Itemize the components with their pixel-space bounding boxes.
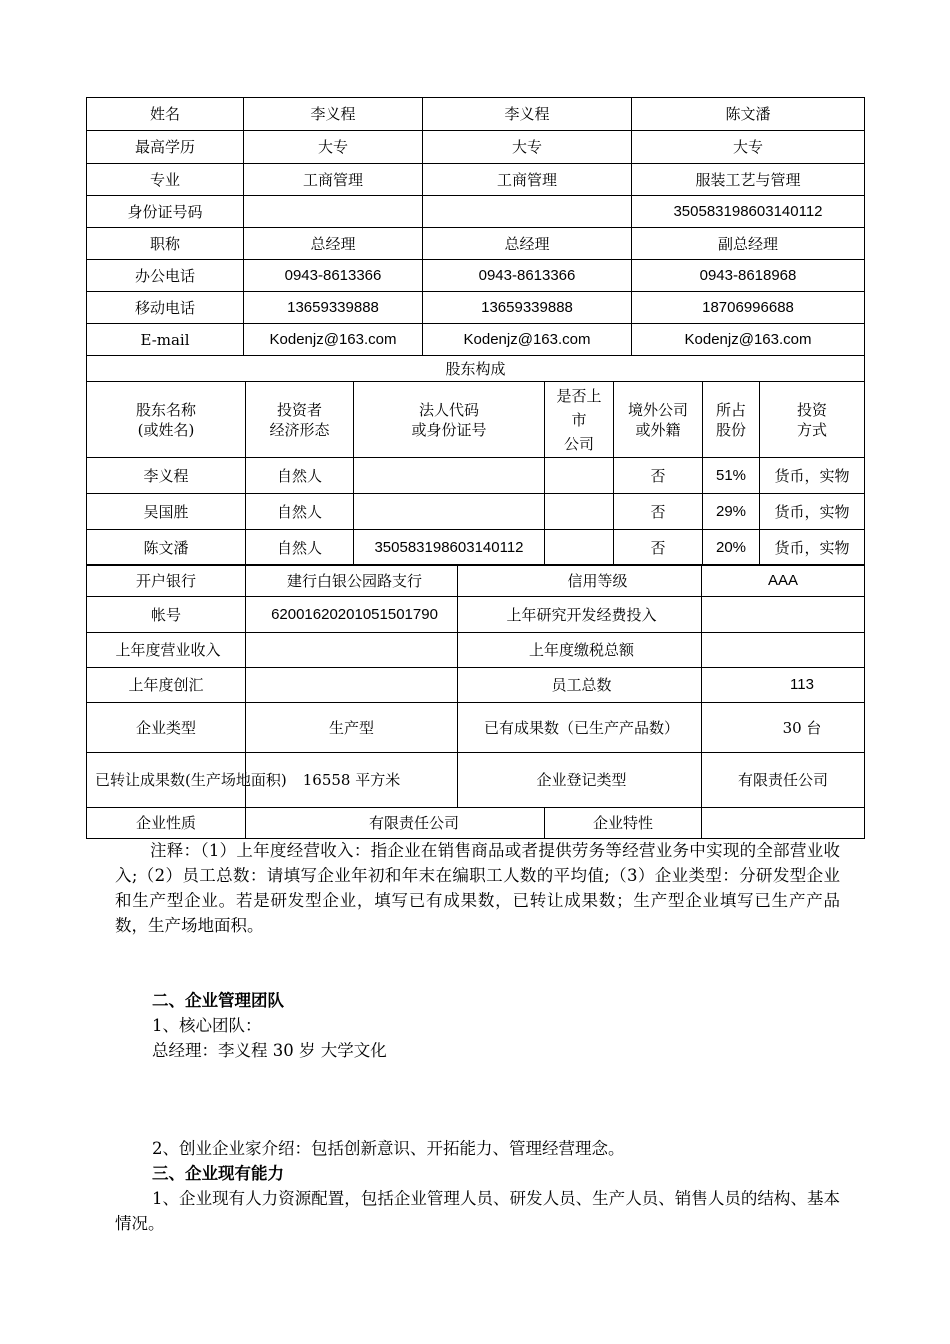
tax-label: 上年度缴税总额 xyxy=(458,633,702,668)
holder-type: 自然人 xyxy=(246,530,354,566)
bank-label: 开户银行 xyxy=(87,565,246,597)
row-education xyxy=(87,131,865,164)
staff-value: 113 xyxy=(702,668,865,703)
email-1: Kodenjz@163.com xyxy=(244,324,423,356)
office-phone-3: 0943-8618968 xyxy=(632,260,865,292)
label-office-phone: 办公电话 xyxy=(87,260,244,292)
feature-label: 企业特性 xyxy=(545,808,702,839)
label-education: 最高学历 xyxy=(87,131,244,164)
holder-name: 李义程 xyxy=(87,458,246,494)
entrepreneur-item: 2、创业企业家介绍：包括创新意识、开拓能力、管理经营理念。 xyxy=(152,1139,625,1158)
holder-listed xyxy=(545,530,614,566)
section-heading-management: 二、企业管理团队 xyxy=(152,991,284,1010)
email-3: Kodenjz@163.com xyxy=(632,324,865,356)
row-nature xyxy=(87,808,865,839)
row-shareholder-title xyxy=(87,356,865,382)
education-2: 大专 xyxy=(423,131,632,164)
fx-label: 上年度创汇 xyxy=(87,668,246,703)
holder-method: 货币，实物 xyxy=(760,530,865,566)
shareholder-row xyxy=(87,530,865,566)
title-1: 总经理 xyxy=(244,228,423,260)
core-team-item: 1、核心团队： xyxy=(152,1016,262,1035)
tax-value xyxy=(702,633,865,668)
reg-value: 有限责任公司 xyxy=(702,753,865,808)
personnel-table xyxy=(86,97,865,382)
id-2 xyxy=(423,196,632,228)
credit-value: AAA xyxy=(702,565,865,597)
revenue-value xyxy=(246,633,458,668)
id-3: 350583198603140112 xyxy=(632,196,865,228)
shareholder-title: 股东构成 xyxy=(87,356,865,382)
holder-method: 货币，实物 xyxy=(760,458,865,494)
holder-method: 货币，实物 xyxy=(760,494,865,530)
row-name xyxy=(87,98,865,131)
label-name: 姓名 xyxy=(87,98,244,131)
major-3: 服装工艺与管理 xyxy=(632,164,865,196)
row-title xyxy=(87,228,865,260)
holder-listed xyxy=(545,458,614,494)
mobile-1: 13659339888 xyxy=(244,292,423,324)
mobile-2: 13659339888 xyxy=(423,292,632,324)
reg-label: 企业登记类型 xyxy=(458,753,702,808)
revenue-label: 上年度营业收入 xyxy=(87,633,246,668)
label-email: E-mail xyxy=(87,324,244,356)
holder-type: 自然人 xyxy=(246,458,354,494)
rd-value xyxy=(702,597,865,633)
header-share: 所占 股份 xyxy=(703,382,760,458)
table-note: 注释：（1）上年度经营收入：指企业在销售商品或者提供劳务等经营业务中实现的全部营业收入;（2）员工总数：请填写企业年初和年末在编职工人数的平均值;（3）企业类型：分研发型企业和生产型企业。若是研发型企业，填写已有成果数，已转让成果数；生产型企业填写已生产产品数，生产场地面积。 xyxy=(115,841,840,935)
nature-value: 有限责任公司 xyxy=(246,808,545,839)
hr-item: 1、企业现有人力资源配置，包括企业管理人员、研发人员、生产人员、销售人员的结构、基本情况。 xyxy=(115,1189,840,1233)
shareholder-header-row xyxy=(87,382,865,458)
staff-label: 员工总数 xyxy=(458,668,702,703)
bank-value: 建行白银公园路支行 xyxy=(246,565,458,597)
title-3: 副总经理 xyxy=(632,228,865,260)
feature-value xyxy=(702,808,865,839)
header-investor-type: 投资者 经济形态 xyxy=(246,382,354,458)
header-foreign: 境外公司 或外籍 xyxy=(614,382,703,458)
row-mobile xyxy=(87,292,865,324)
education-1: 大专 xyxy=(244,131,423,164)
row-email xyxy=(87,324,865,356)
holder-share: 51% xyxy=(703,458,760,494)
office-phone-2: 0943-8613366 xyxy=(423,260,632,292)
transfer-value: 16558 平方米 xyxy=(246,753,458,808)
header-holder-name: 股东名称 (或姓名) xyxy=(87,382,246,458)
header-listed: 是否上 市 公司 xyxy=(545,382,614,458)
results-value: 30 台 xyxy=(702,703,865,753)
shareholder-row xyxy=(87,458,865,494)
holder-name: 陈文潘 xyxy=(87,530,246,566)
account-value: 62001620201051501790 xyxy=(246,597,458,633)
education-3: 大专 xyxy=(632,131,865,164)
row-office-phone xyxy=(87,260,865,292)
row-fx xyxy=(87,668,865,703)
nature-label: 企业性质 xyxy=(87,808,246,839)
title-2: 总经理 xyxy=(423,228,632,260)
holder-share: 20% xyxy=(703,530,760,566)
row-transfer xyxy=(87,753,865,808)
header-code: 法人代码 或身份证号 xyxy=(354,382,545,458)
holder-code xyxy=(354,494,545,530)
holder-foreign: 否 xyxy=(614,494,703,530)
row-bank xyxy=(87,565,865,597)
fx-value xyxy=(246,668,458,703)
account-label: 帐号 xyxy=(87,597,246,633)
name-3: 陈文潘 xyxy=(632,98,865,131)
holder-code xyxy=(354,458,545,494)
label-id: 身份证号码 xyxy=(87,196,244,228)
section-heading-capability: 三、企业现有能力 xyxy=(152,1164,284,1183)
row-account xyxy=(87,597,865,633)
type-value: 生产型 xyxy=(246,703,458,753)
label-title: 职称 xyxy=(87,228,244,260)
holder-code: 350583198603140112 xyxy=(354,530,545,566)
label-major: 专业 xyxy=(87,164,244,196)
row-major xyxy=(87,164,865,196)
office-phone-1: 0943-8613366 xyxy=(244,260,423,292)
major-2: 工商管理 xyxy=(423,164,632,196)
type-label: 企业类型 xyxy=(87,703,246,753)
shareholder-table xyxy=(86,381,865,566)
credit-label: 信用等级 xyxy=(458,565,702,597)
name-1: 李义程 xyxy=(244,98,423,131)
results-label: 已有成果数（已生产产品数） xyxy=(458,703,702,753)
row-id xyxy=(87,196,865,228)
holder-listed xyxy=(545,494,614,530)
transfer-label: 已转让成果数(生产场地面积) xyxy=(87,753,246,808)
header-method: 投资 方式 xyxy=(760,382,865,458)
rd-label: 上年研究开发经费投入 xyxy=(458,597,702,633)
holder-type: 自然人 xyxy=(246,494,354,530)
id-1 xyxy=(244,196,423,228)
shareholder-row xyxy=(87,494,865,530)
holder-share: 29% xyxy=(703,494,760,530)
general-manager-line: 总经理：李义程 30 岁 大学文化 xyxy=(152,1041,387,1060)
email-2: Kodenjz@163.com xyxy=(423,324,632,356)
holder-foreign: 否 xyxy=(614,530,703,566)
name-2: 李义程 xyxy=(423,98,632,131)
row-type xyxy=(87,703,865,753)
holder-name: 吴国胜 xyxy=(87,494,246,530)
label-mobile: 移动电话 xyxy=(87,292,244,324)
row-revenue xyxy=(87,633,865,668)
company-info-table xyxy=(86,564,865,839)
major-1: 工商管理 xyxy=(244,164,423,196)
holder-foreign: 否 xyxy=(614,458,703,494)
mobile-3: 18706996688 xyxy=(632,292,865,324)
